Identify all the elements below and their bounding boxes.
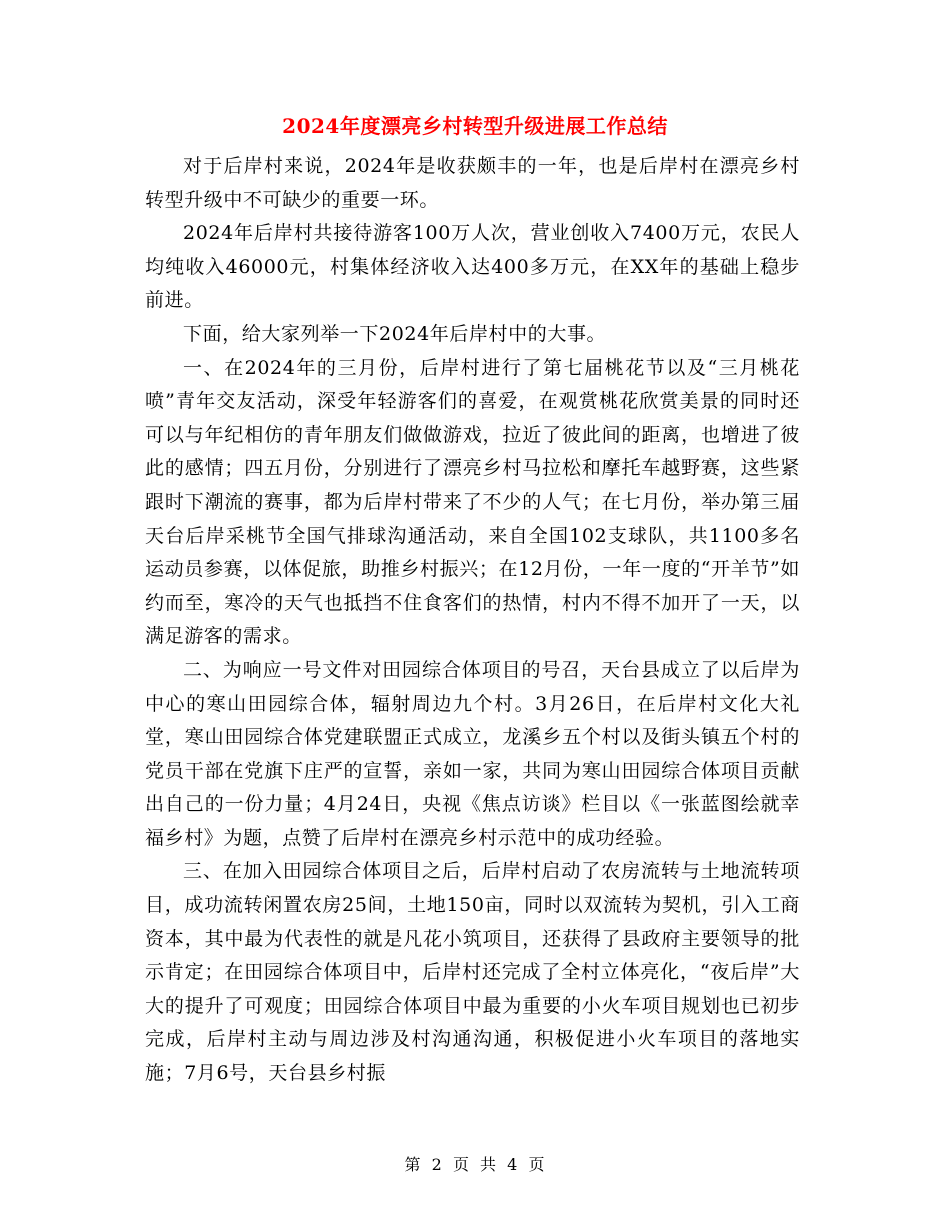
page-footer bbox=[0, 1153, 950, 1177]
paragraph-events-intro: 下面，给大家列举一下2024年后岸村中的大事。 bbox=[183, 322, 607, 345]
footer-total-label: 共 bbox=[480, 1155, 498, 1174]
footer-page-label: 第 bbox=[404, 1155, 422, 1174]
paragraph-section-two: 二、为响应一号文件对田园综合体项目的号召，天台县成立了以后岸为中心的寒山田园综合体，辐射周边九个村。3月26日，在后岸村文化大礼堂，寒山田园综合体党建联盟正式成立，龙溪乡五个村以及街头镇五个村的党员干部在党旗下庄严的宣誓，亲如一家，共同为寒山田园综合体项目贡献出自己的一份力量；4月24日，央视《焦点访谈》栏目以《一张蓝图绘就幸福乡村》为题，点赞了后岸村在漂亮乡村示范中的成功经验。 bbox=[145, 658, 800, 849]
footer-page-unit: 页 bbox=[452, 1155, 470, 1174]
footer-current-page: 2 bbox=[431, 1155, 443, 1174]
paragraph-section-three: 三、在加入田园综合体项目之后，后岸村启动了农房流转与土地流转项目，成功流转闲置农房25间，土地150亩，同时以双流转为契机，引入工商资本，其中最为代表性的就是凡花小筑项目，还获得了县政府主要领导的批示肯定；在田园综合体项目中，后岸村还完成了全村立体亮化，“夜后岸”大大的提升了可观度；田园综合体项目中最为重要的小火车项目规划也已初步完成，后岸村主动与周边涉及村沟通沟通，积极促进小火车项目的落地实施；7月6号，天台县乡村振 bbox=[145, 860, 800, 1085]
footer-total-pages: 4 bbox=[507, 1155, 519, 1174]
document-title: 2024年度漂亮乡村转型升级进展工作总结 bbox=[282, 114, 668, 138]
paragraph-statistics: 2024年后岸村共接待游客100万人次，营业创收入7400万元，农民人均纯收入46000元，村集体经济收入达400多万元，在XX年的基础上稳步前进。 bbox=[145, 222, 800, 312]
paragraph-intro: 对于后岸村来说，2024年是收获颇丰的一年，也是后岸村在漂亮乡村转型升级中不可缺少的重要一环。 bbox=[145, 155, 800, 211]
footer-total-unit: 页 bbox=[528, 1155, 546, 1174]
document-body bbox=[145, 150, 800, 1091]
paragraph-section-one: 一、在2024年的三月份，后岸村进行了第七届桃花节以及“三月桃花喷”青年交友活动，深受年轻游客们的喜爱，在观赏桃花欣赏美景的同时还可以与年纪相仿的青年朋友们做做游戏，拉近了彼此间的距离，也增进了彼此的感情；四五月份，分别进行了漂亮乡村马拉松和摩托车越野赛，这些紧跟时下潮流的赛事，都为后岸村带来了不少的人气；在七月份，举办第三届天台后岸采桃节全国气排球沟通活动，来自全国102支球队，共1100多名运动员参赛，以体促旅，助推乡村振兴；在12月份，一年一度的“开羊节”如约而至，寒冷的天气也抵挡不住食客们的热情，村内不得不加开了一天，以满足游客的需求。 bbox=[145, 356, 800, 648]
